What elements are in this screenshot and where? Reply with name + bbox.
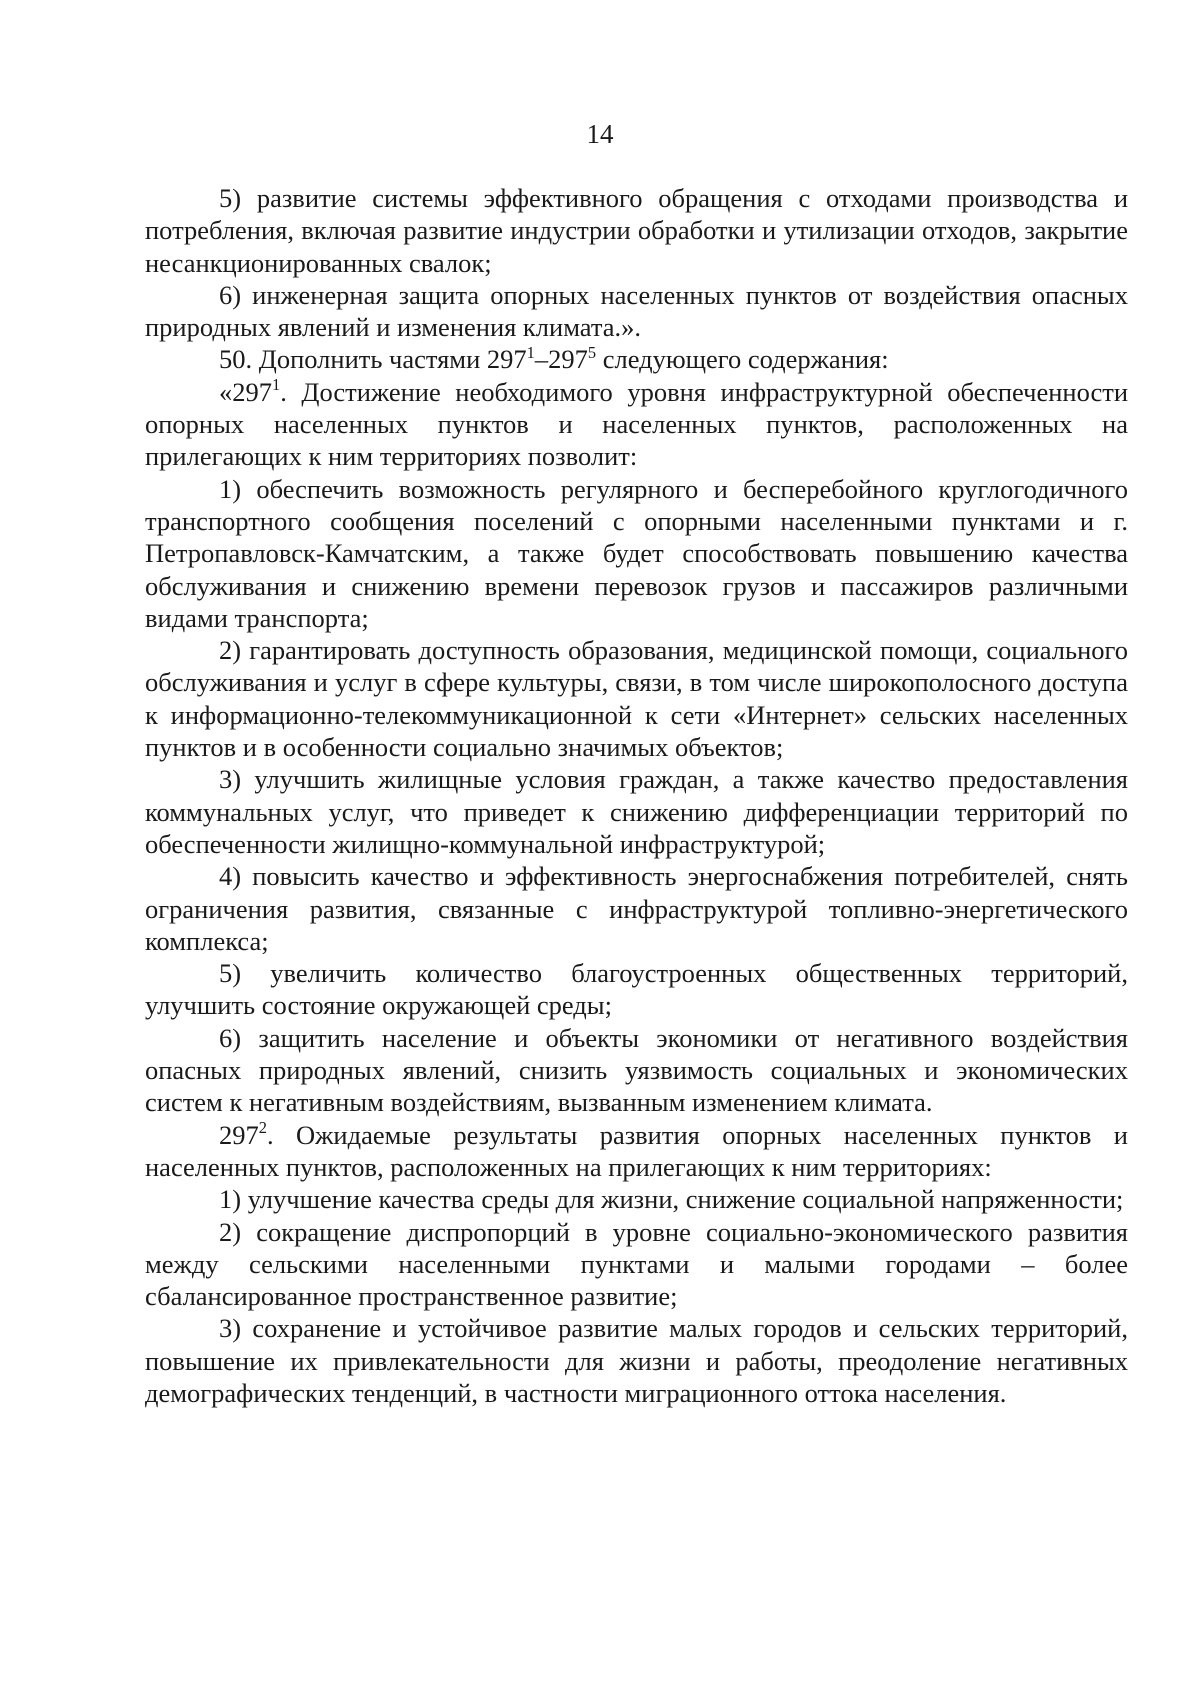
superscript-index: 1 <box>272 375 281 395</box>
paragraph: 2) гарантировать доступность образования, медицинской помощи, социального обслуживания и услуг в сфере культуры, связи, в том числе широкополосного доступа к информационно-телекоммуникационной к сети «Интернет» сельских населенных пунктов и в особенности социально значимых объектов; <box>145 635 1128 763</box>
page-number: 14 <box>586 119 614 149</box>
paragraph: 3) улучшить жилищные условия граждан, а также качество предоставления коммунальных услуг, что приведет к снижению дифференциации территорий по обеспеченности жилищно-коммунальной инфраструктурой; <box>145 764 1128 859</box>
paragraph: 4) повысить качество и эффективность энергоснабжения потребителей, снять ограничения развития, связанные с инфраструктурой топливно-энергетического комплекса; <box>145 861 1128 956</box>
document-body <box>145 182 1128 1409</box>
superscript-index: 5 <box>587 342 597 362</box>
paragraph: 3) сохранение и устойчивое развитие малых городов и сельских территорий, повышение их привлекательности для жизни и работы, преодоление негативных демографических тенденций, в частности миграционного оттока населения. <box>145 1313 1128 1408</box>
paragraph: 50. Дополнить частями $297^1-297^5$ следующего содержания: <box>219 342 889 375</box>
paragraph: $297^2$. Ожидаемые результаты развития опорных населенных пунктов и населенных пунктов, расположенных на прилегающих к ним территориях: <box>145 1117 1128 1182</box>
paragraph: 1) обеспечить возможность регулярного и бесперебойного круглогодичного транспортного сообщения поселений с опорными населенными пунктами и г. Петропавловск-Камчатским, а также будет способствовать повышению качества обслуживания и снижению времени перевозок грузов и пассажиров различными видами транспорта; <box>145 473 1128 633</box>
paragraph: 5) увеличить количество благоустроенных общественных территорий, улучшить состояние окружающей среды; <box>145 958 1128 1021</box>
superscript-index: 2 <box>258 1117 267 1137</box>
paragraph: «$297^1$. Достижение необходимого уровня инфраструктурной обеспеченности опорных населенных пунктов и населенных пунктов, расположенных на прилегающих к ним территориях позволит: <box>145 375 1128 472</box>
paragraph: 5) развитие системы эффективного обращения с отходами производства и потребления, включая развитие индустрии обработки и утилизации отходов, закрытие несанкционированных свалок; <box>145 183 1128 278</box>
paragraph: 2) сокращение диспропорций в уровне социально-экономического развития между сельскими населенными пунктами и малыми городами – более сбалансированное пространственное развитие; <box>145 1216 1128 1312</box>
paragraph: 6) защитить население и объекты экономики от негативного воздействия опасных природных явлений, снизить уязвимость социальных и экономических систем к негативным воздействиям, вызванным изменением климата. <box>145 1022 1128 1118</box>
paragraph: 1) улучшение качества среды для жизни, снижение социальной напряженности; <box>219 1184 1124 1215</box>
superscript-index: 1 <box>526 342 535 362</box>
paragraph: 6) инженерная защита опорных населенных пунктов от воздействия опасных природных явлений и изменения климата.». <box>145 279 1128 343</box>
